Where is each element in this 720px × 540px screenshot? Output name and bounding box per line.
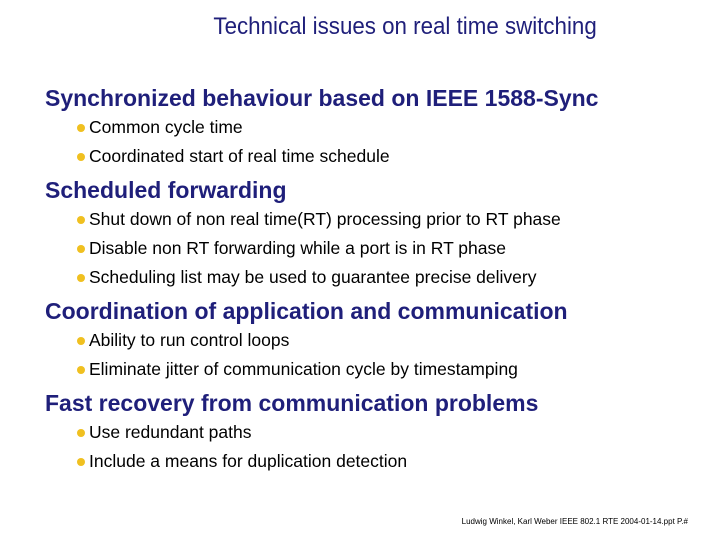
list-item [77,263,715,292]
section-heading: Coordination of application and communication [45,298,568,324]
list-item-text: Use redundant paths [89,422,252,442]
bullet-dot-icon [77,216,85,224]
slide-content [45,84,715,476]
section-heading: Scheduled forwarding [45,177,287,203]
section-heading: Synchronized behaviour based on IEEE 1588-Sync [45,85,599,111]
bullet-dot-icon [77,458,85,466]
slide-footer: Ludwig Winkel, Karl Weber IEEE 802.1 RTE 2004-01-14.ppt P.# [461,517,688,526]
bullet-dot-icon [77,153,85,161]
section-scheduled-forwarding [45,176,715,292]
list-item [77,326,715,355]
list-item [77,205,715,234]
list-item [77,355,715,384]
bullet-list [77,326,715,384]
list-item-text: Coordinated start of real time schedule [89,146,390,166]
list-item-text: Shut down of non real time(RT) processing prior to RT phase [89,209,561,229]
slide-title-text: Technical issues on real time switching [213,13,597,40]
slide-title [0,13,720,41]
list-item-text: Include a means for duplication detection [89,451,408,471]
bullet-dot-icon [77,429,85,437]
bullet-dot-icon [77,366,85,374]
list-item [77,113,715,142]
bullet-dot-icon [77,124,85,132]
list-item-text: Disable non RT forwarding while a port is in RT phase [89,238,506,258]
list-item-text: Common cycle time [89,117,243,137]
section-synchronized-behaviour [45,84,715,171]
list-item-text: Eliminate jitter of communication cycle by timestamping [89,359,518,379]
bullet-list [77,205,715,292]
section-coordination [45,297,715,384]
bullet-dot-icon [77,274,85,282]
list-item [77,234,715,263]
list-item-text: Scheduling list may be used to guarantee precise delivery [89,267,537,287]
bullet-dot-icon [77,245,85,253]
bullet-dot-icon [77,337,85,345]
list-item [77,418,715,447]
list-item-text: Ability to run control loops [89,330,290,350]
bullet-list [77,418,715,476]
section-fast-recovery [45,389,715,476]
section-heading: Fast recovery from communication problems [45,390,539,416]
bullet-list [77,113,715,171]
list-item [77,447,715,476]
list-item [77,142,715,171]
